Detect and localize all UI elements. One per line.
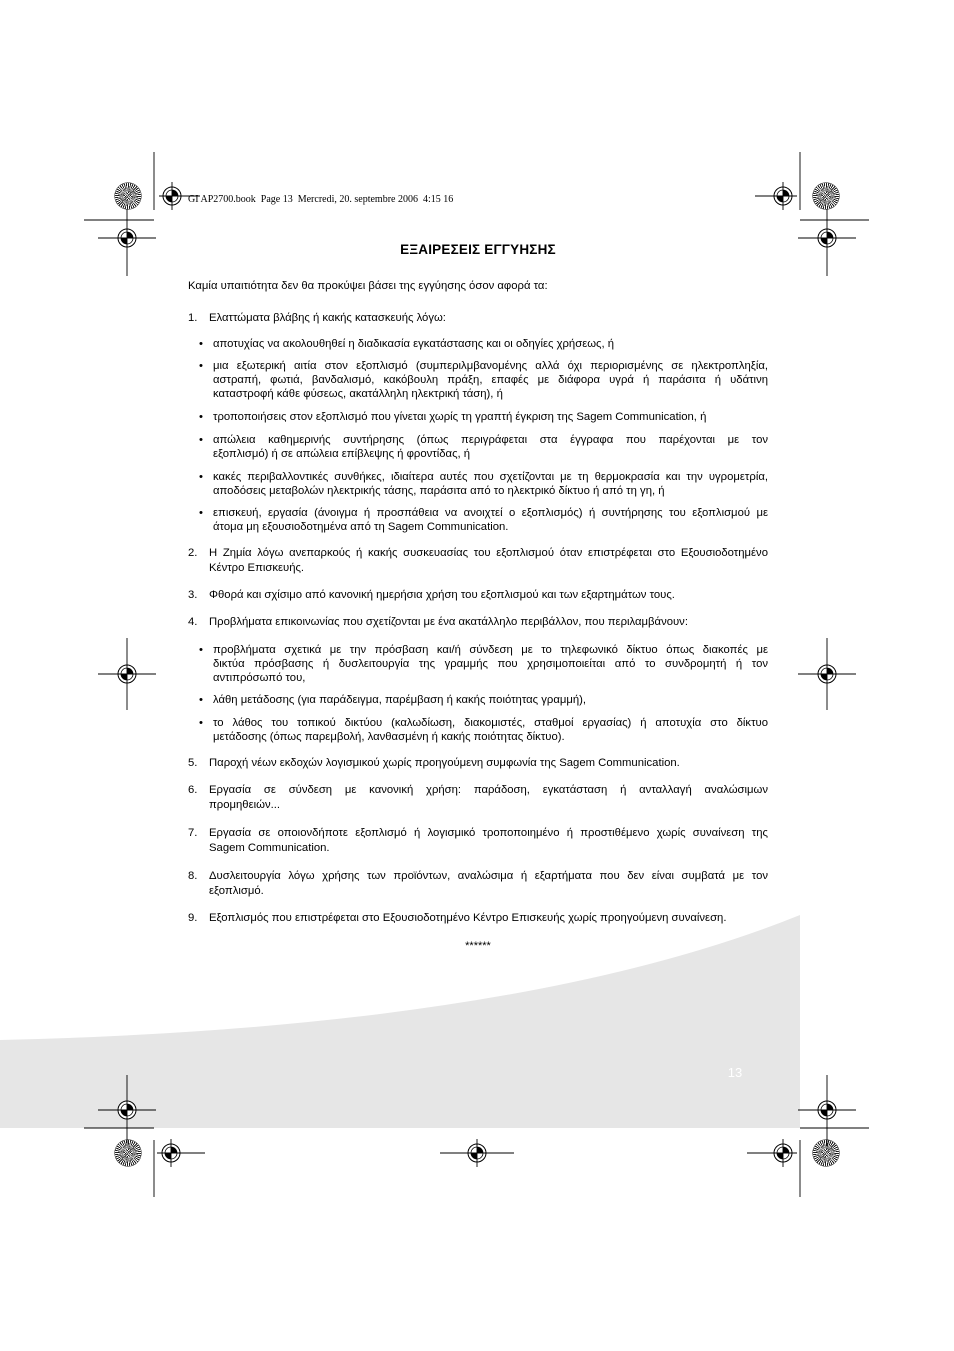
text-line: Sagem Communication. xyxy=(209,842,330,854)
text-line: άτομα μη εξουσιοδοτημένα από τη Sagem Communication. xyxy=(213,521,509,533)
bullet-text xyxy=(213,506,768,534)
bullet-text xyxy=(213,433,768,461)
text-line: Εργασία σε σύνδεση με κανονική χρήση: παράδοση, εγκατάσταση ή ανταλλαγή αναλώσιμων xyxy=(209,784,768,796)
bullet-text xyxy=(213,359,768,401)
list-number: 7. xyxy=(188,827,198,839)
starburst-registration-icon xyxy=(115,1140,141,1166)
text-line: εξοπλισμό) ή σε απώλεια επίβλεψης ή φροντίδας, ή xyxy=(213,448,471,460)
text-line: κακές περιβαλλοντικές συνθήκες, ιδιαίτερα αυτές που σχετίζονται με τη θερμοκρασία και την υγρομετρία, xyxy=(213,471,768,483)
list-item-text xyxy=(209,911,768,926)
text-line: προμηθειών... xyxy=(209,799,281,811)
text-line: Η Ζημία λόγω ανεπαρκούς ή κακής συσκευασίας του εξοπλισμού όταν επιστρέφεται στο Εξουσιοδοτημένο xyxy=(209,547,768,559)
list-number: 4. xyxy=(188,616,198,628)
text-line: προβλήματα σχετικά με την πρόσβαση και/ή σύνδεση με το τηλεφωνικό δίκτυο όπως διακοπές με xyxy=(213,644,768,656)
text-line: Προβλήματα επικοινωνίας που σχετίζονται με ένα ακατάλληλο περιβάλλον, που περιλαμβάνουν: xyxy=(209,616,688,628)
text-line: Εξοπλισμός που επιστρέφεται στο Εξουσιοδοτημένο Κέντρο Επισκευής χωρίς προηγούμενη συναίνεση. xyxy=(209,912,727,924)
starburst-registration-icon xyxy=(115,183,141,209)
page-title: ΕΞΑΙΡΕΣΕΙΣ ΕΓΓΥΗΣΗΣ xyxy=(400,242,556,257)
text-line: αστραπή, φωτιά, βανδαλισμό, κακόβουλη πράξη, επαφές με διάφορα υγρά ή παράσιτα ή υδάτινη xyxy=(213,374,768,386)
text-line: αντιπρόσωπό του, xyxy=(213,672,306,684)
text-line: αποδόσεις μεταβολών ηλεκτρικής τάσης, παράσιτα από το ηλεκτρικό δίκτυο ή από τη γη, ή xyxy=(213,485,665,497)
bullet-symbol: • xyxy=(199,694,203,706)
list-item-text xyxy=(209,756,768,771)
intro-paragraph: Καμία υπαιτιότητα δεν θα προκύψει βάσει της εγγύησης όσον αφορά τα: xyxy=(188,280,548,292)
list-item-text xyxy=(209,615,768,630)
text-line: το λάθος του τοπικού δικτύου (καλωδίωση, διακομιστές, σταθμοί εργασίας) ή αποτυχία στο δίκτυο xyxy=(213,717,768,729)
list-number: 8. xyxy=(188,870,198,882)
starburst-registration-icon xyxy=(813,1140,839,1166)
bullet-symbol: • xyxy=(199,644,203,656)
text-line: επισκευή, εργασία (άνοιγμα ή προσπάθεια να ανοιχτεί ο εξοπλισμός) ή συντήρησης του εξοπλισμού με xyxy=(213,507,768,519)
bullet-text xyxy=(213,337,768,351)
bullet-symbol: • xyxy=(199,338,203,350)
text-line: Ελαττώματα βλάβης ή κακής κατασκευής λόγω: xyxy=(209,312,446,324)
text-line: εξοπλισμό. xyxy=(209,885,264,897)
text-line: λάθη μετάδοσης (για παράδειγμα, παρέμβαση ή κακής ποιότητας γραμμή), xyxy=(213,694,587,706)
bullet-text xyxy=(213,693,768,707)
bullet-text xyxy=(213,643,768,685)
list-number: 5. xyxy=(188,757,198,769)
list-number: 2. xyxy=(188,547,198,559)
list-item-text xyxy=(209,588,768,603)
bullet-text xyxy=(213,410,768,424)
page-number: 13 xyxy=(727,1065,743,1080)
print-slug: GI AP2700.book Page 13 Mercredi, 20. septembre 2006 4:15 16 xyxy=(188,194,454,205)
text-line: απώλεια καθημερινής συντήρησης (όπως περιγράφεται στα έγγραφα που παρέχονται με τον xyxy=(213,434,768,446)
bullet-symbol: • xyxy=(199,507,203,519)
end-of-section-mark: ****** xyxy=(465,940,491,952)
bullet-symbol: • xyxy=(199,411,203,423)
list-number: 1. xyxy=(188,312,198,324)
text-line: δικτύα πρόσβασης ή δυσλειτουργία της γραμμής που χρησιμοποιείται από το συνδρομητή ή τον xyxy=(213,658,768,670)
text-line: αποτυχίας να ακολουθηθεί η διαδικασία εγκατάστασης και οι οδηγίες χρήσεως, ή xyxy=(213,338,615,350)
bullet-text xyxy=(213,716,768,744)
text-line: Παροχή νέων εκδοχών λογισμικού χωρίς προηγούμενη συμφωνία της Sagem Communication. xyxy=(209,757,680,769)
text-line: Εργασία σε οποιονδήποτε εξοπλισμό ή λογισμικό τροποποιημένο ή προστιθέμενο χωρίς συναίνεση της xyxy=(209,827,768,839)
bullet-symbol: • xyxy=(199,360,203,372)
bullet-symbol: • xyxy=(199,471,203,483)
text-line: μια εξωτερική αιτία στον εξοπλισμό (συμπεριλμβανομένης αλλά όχι περιορισμένης σε ηλεκτροπληξία, xyxy=(213,360,768,372)
starburst-registration-icon xyxy=(813,183,839,209)
list-number: 3. xyxy=(188,589,198,601)
text-line: Δυσλειτουργία λόγω χρήσης των προϊόντων, αναλώσιμα ή εξαρτήματα που δεν είναι συμβατά με τον xyxy=(209,870,768,882)
list-number: 6. xyxy=(188,784,198,796)
text-line: τροποποιήσεις στον εξοπλισμό που γίνεται χωρίς τη γραπτή έγκριση της Sagem Communication, ή xyxy=(213,411,707,423)
bullet-text xyxy=(213,470,768,498)
bullet-symbol: • xyxy=(199,717,203,729)
list-item-text xyxy=(209,826,768,856)
list-item-text xyxy=(209,869,768,899)
text-line: μετάδοσης (όπως παρεμβολή, λανθασμένη ή κακής ποιότητας δίκτυο). xyxy=(213,731,565,743)
text-line: Κέντρο Επισκευής. xyxy=(209,562,305,574)
bullet-symbol: • xyxy=(199,434,203,446)
text-line: καταστροφή κάθε φύσεως, ακατάλληλη ηλεκτρική τάση), ή xyxy=(213,388,503,400)
list-item-text xyxy=(209,783,768,813)
text-line: Φθορά και σχίσιμο από κανονική ημερήσια χρήση του εξοπλισμού και των εξαρτημάτων τους. xyxy=(209,589,675,601)
list-number: 9. xyxy=(188,912,198,924)
list-item-text xyxy=(209,311,768,326)
list-item-text xyxy=(209,546,768,576)
